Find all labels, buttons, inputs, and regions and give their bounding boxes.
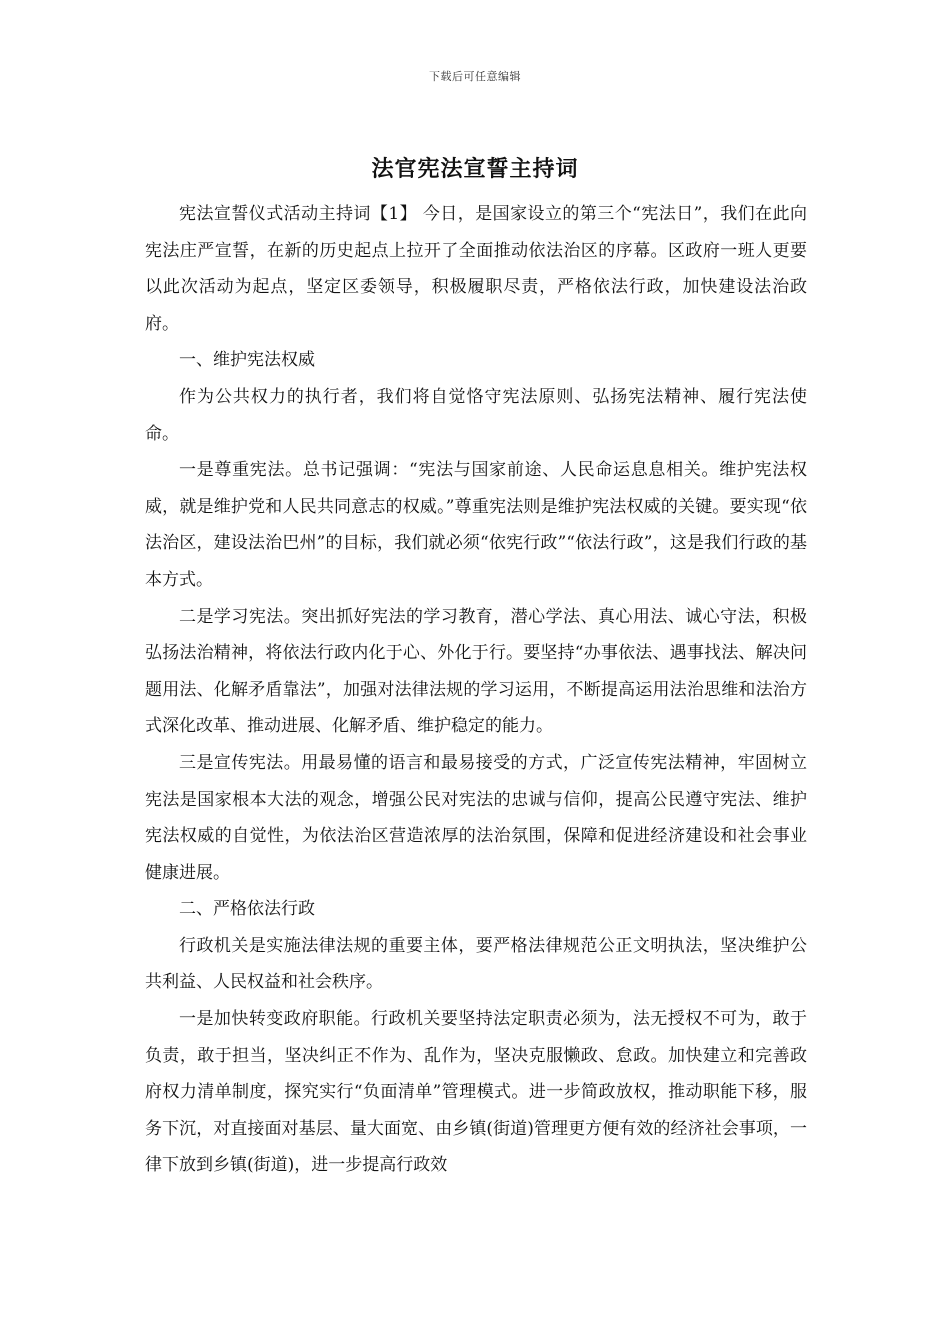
paragraph: 行政机关是实施法律法规的重要主体，要严格法律规范公正文明执法，坚决维护公共利益、人民权益和社会秩序。 bbox=[145, 935, 807, 993]
paragraph: 作为公共权力的执行者，我们将自觉恪守宪法原则、弘扬宪法精神、履行宪法使命。 bbox=[145, 386, 807, 444]
document-title: 法官宪法宣誓主持词 bbox=[371, 156, 579, 182]
header-note: 下载后可任意编辑 bbox=[429, 70, 521, 83]
section-heading: 一、维护宪法权威 bbox=[179, 350, 315, 371]
paragraph: 一是尊重宪法。总书记强调：“宪法与国家前途、人民命运息息相关。维护宪法权威，就是维护党和人民共同意志的权威。”尊重宪法则是维护宪法权威的关键。要实现“依法治区，建设法治巴州”的目标，我们就必须“依宪行政”“依法行政”，这是我们行政的基本方式。 bbox=[145, 460, 807, 590]
paragraph: 三是宣传宪法。用最易懂的语言和最易接受的方式，广泛宣传宪法精神，牢固树立宪法是国家根本大法的观念，增强公民对宪法的忠诚与信仰，提高公民遵守宪法、维护宪法权威的自觉性，为依法治区营造浓厚的法治氛围，保障和促进经济建设和社会事业健康进展。 bbox=[145, 752, 807, 883]
paragraph: 宪法宣誓仪式活动主持词【1】 今日，是国家设立的第三个“宪法日”，我们在此向宪法庄严宣誓，在新的历史起点上拉开了全面推动依法治区的序幕。区政府一班人更要以此次活动为起点，坚定区委领导，积极履职尽责，严格依法行政，加快建设法治政府。 bbox=[145, 204, 807, 334]
paragraph: 一是加快转变政府职能。行政机关要坚持法定职责必须为，法无授权不可为，敢于负责，敢于担当，坚决纠正不作为、乱作为，坚决克服懒政、怠政。加快建立和完善政府权力清单制度，探究实行“负面清单”管理模式。进一步简政放权，推动职能下移，服务下沉，对直接面对基层、量大面宽、由乡镇(街道)管理更方便有效的经济社会事项，一律下放到乡镇(街道)，进一步提高行政效 bbox=[145, 1009, 807, 1176]
section-heading: 二、严格依法行政 bbox=[179, 899, 315, 920]
document-body bbox=[145, 196, 807, 1184]
paragraph: 二是学习宪法。突出抓好宪法的学习教育，潜心学法、真心用法、诚心守法，积极弘扬法治精神，将依法行政内化于心、外化于行。要坚持“办事依法、遇事找法、解决问题用法、化解矛盾靠法”，加强对法律法规的学习运用，不断提高运用法治思维和法治方式深化改革、推动进展、化解矛盾、维护稳定的能力。 bbox=[145, 606, 807, 737]
